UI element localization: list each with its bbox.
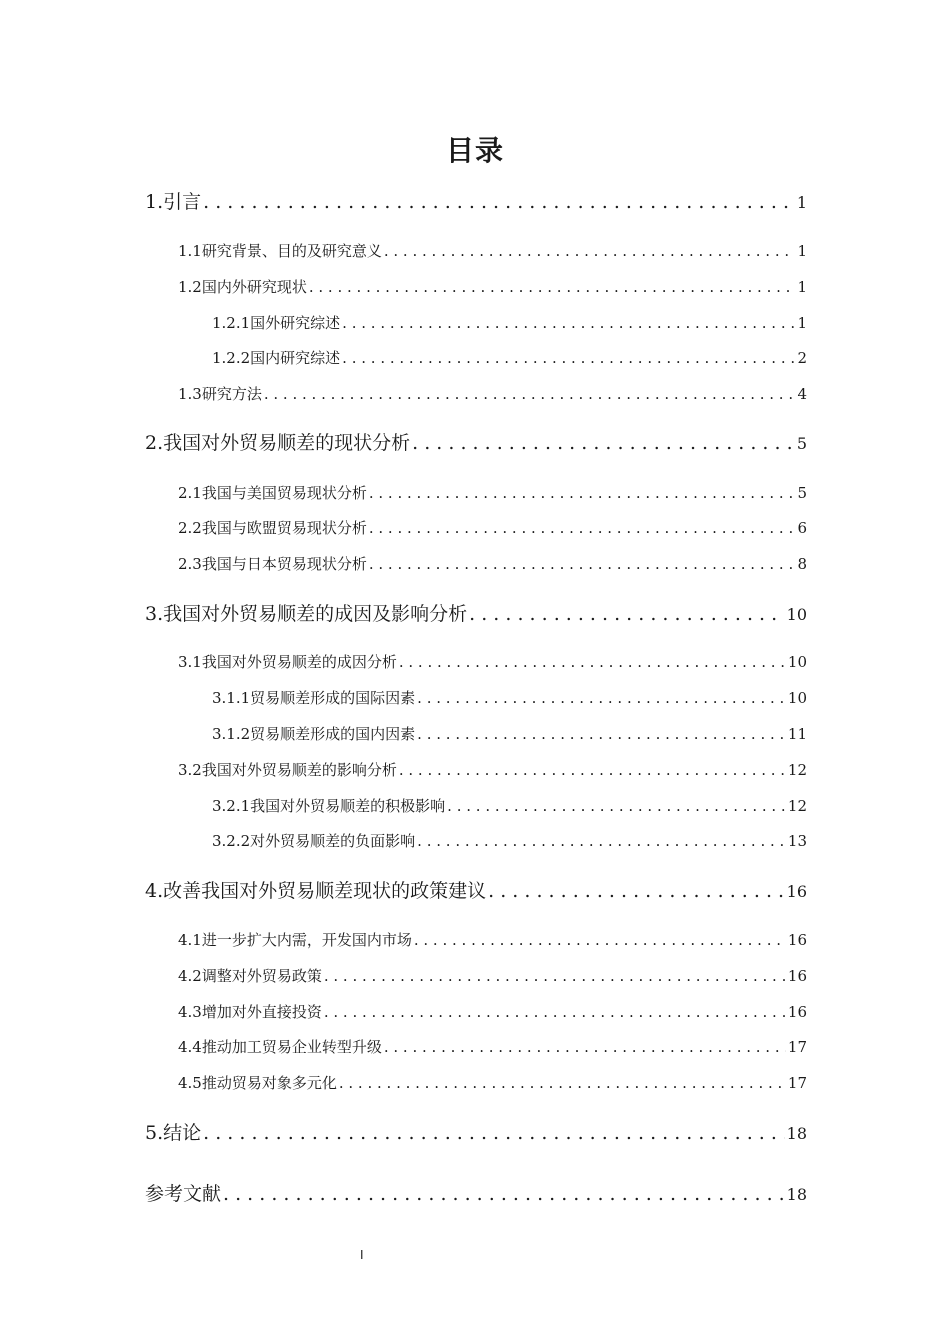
toc-entry-text: 1.2国内外研究现状 [178, 278, 307, 296]
dot-leader [417, 722, 786, 746]
dot-leader [369, 516, 796, 540]
dot-leader [342, 346, 795, 370]
dot-leader [339, 1071, 786, 1095]
toc-entry[interactable] [178, 758, 807, 782]
toc-entry-page: 16 [787, 1003, 807, 1021]
toc-entry-text: 3.2我国对外贸易顺差的影响分析 [178, 761, 397, 779]
toc-entry[interactable] [212, 722, 807, 746]
toc-entry-page: 11 [787, 725, 807, 743]
toc-entry-page: 12 [787, 761, 807, 779]
toc-entry[interactable] [178, 552, 807, 576]
toc-entry-text: 4.4推动加工贸易企业转型升级 [178, 1038, 382, 1056]
toc-entry-text: 2.我国对外贸易顺差的现状分析 [145, 432, 411, 454]
page-number-footer: I [360, 1248, 364, 1262]
toc-entry-text: 3.我国对外贸易顺差的成因及影响分析 [145, 603, 468, 625]
toc-entry[interactable] [212, 311, 807, 335]
toc-entry-page: 2 [797, 349, 807, 367]
toc-entry-text: 4.2调整对外贸易政策 [178, 967, 322, 985]
toc-entry-page: 17 [787, 1074, 807, 1092]
toc-entry-page: 10 [787, 653, 807, 671]
toc-entry-page: 16 [787, 967, 807, 985]
toc-entry-text: 参考文献 [145, 1183, 222, 1205]
toc-entry-text: 1.1研究背景、目的及研究意义 [178, 242, 382, 260]
dot-leader [324, 1000, 786, 1024]
toc-entry-text: 3.2.2对外贸易顺差的负面影响 [212, 832, 416, 850]
toc-entry-text: 3.1我国对外贸易顺差的成因分析 [178, 653, 397, 671]
toc-entry-text: 3.1.2贸易顺差形成的国内因素 [212, 725, 416, 743]
toc-entry-page: 5 [796, 434, 807, 453]
dot-leader [447, 794, 786, 818]
toc-entry[interactable] [178, 1071, 807, 1095]
toc-entry-page: 6 [797, 519, 807, 537]
toc-entry-page: 5 [797, 484, 807, 502]
toc-entry[interactable] [178, 382, 807, 406]
dot-leader [417, 829, 786, 853]
toc-entry-page: 1 [797, 278, 807, 296]
toc-entry-page: 16 [786, 882, 807, 901]
toc-entry-text: 2.3我国与日本贸易现状分析 [178, 555, 367, 573]
dot-leader [417, 686, 786, 710]
toc-entry-text: 3.1.1贸易顺差形成的国际因素 [212, 689, 416, 707]
toc-entry[interactable] [178, 650, 807, 674]
toc-entry-page: 4 [797, 385, 807, 403]
toc-entry[interactable] [178, 516, 807, 540]
dot-leader [369, 552, 796, 576]
toc-entry[interactable] [145, 877, 807, 905]
dot-leader [342, 311, 795, 335]
toc-entry-text: 1.2.1国外研究综述 [212, 314, 341, 332]
toc-entry-page: 10 [787, 689, 807, 707]
toc-entry-text: 2.1我国与美国贸易现状分析 [178, 484, 367, 502]
toc-entry[interactable] [178, 481, 807, 505]
toc-entry-text: 1.引言 [145, 191, 202, 213]
dot-leader [203, 1119, 785, 1147]
toc-entry[interactable] [178, 1035, 807, 1059]
toc-entry-text: 1.3研究方法 [178, 385, 262, 403]
toc-entry-page: 10 [786, 605, 807, 624]
toc-entry[interactable] [212, 346, 807, 370]
toc-entry[interactable] [145, 188, 807, 216]
dot-leader [309, 275, 796, 299]
toc-entry[interactable] [145, 600, 807, 628]
toc-entry-page: 13 [787, 832, 807, 850]
toc-entry-text: 2.2我国与欧盟贸易现状分析 [178, 519, 367, 537]
dot-leader [399, 758, 786, 782]
toc-title: 目录 [445, 134, 504, 167]
toc-entry-text: 4.改善我国对外贸易顺差现状的政策建议 [145, 880, 487, 902]
toc-entry[interactable] [212, 794, 807, 818]
dot-leader [264, 382, 796, 406]
toc-entry[interactable] [145, 429, 807, 457]
toc-entry-text: 1.2.2国内研究综述 [212, 349, 341, 367]
toc-entry-text: 4.3增加对外直接投资 [178, 1003, 322, 1021]
dot-leader [324, 964, 786, 988]
toc-entry-page: 1 [797, 314, 807, 332]
toc-entry[interactable] [145, 1180, 807, 1208]
toc-entry[interactable] [178, 1000, 807, 1024]
toc-entry[interactable] [178, 928, 807, 952]
toc-entry-text: 3.2.1我国对外贸易顺差的积极影响 [212, 797, 446, 815]
dot-leader [469, 600, 785, 628]
toc-entry[interactable] [178, 239, 807, 263]
toc-entry-text: 4.5推动贸易对象多元化 [178, 1074, 337, 1092]
toc-entry-page: 1 [796, 193, 807, 212]
dot-leader [488, 877, 785, 905]
toc-entry-page: 16 [787, 931, 807, 949]
toc-entry[interactable] [212, 686, 807, 710]
dot-leader [399, 650, 786, 674]
toc-entry-page: 12 [787, 797, 807, 815]
toc-entry-text: 5.结论 [145, 1122, 202, 1144]
toc-entry-page: 1 [797, 242, 807, 260]
dot-leader [223, 1180, 785, 1208]
toc-entry[interactable] [212, 829, 807, 853]
toc-entry[interactable] [178, 964, 807, 988]
dot-leader [384, 239, 796, 263]
dot-leader [384, 1035, 786, 1059]
dot-leader [412, 429, 795, 457]
dot-leader [203, 188, 795, 216]
toc-entry-page: 18 [786, 1185, 807, 1204]
toc-entry-text: 4.1进一步扩大内需，开发国内市场 [178, 931, 412, 949]
toc-entry-page: 18 [786, 1124, 807, 1143]
dot-leader [414, 928, 786, 952]
toc-entry-page: 8 [797, 555, 807, 573]
toc-entry[interactable] [145, 1119, 807, 1147]
toc-entry[interactable] [178, 275, 807, 299]
dot-leader [369, 481, 796, 505]
toc-entry-page: 17 [787, 1038, 807, 1056]
